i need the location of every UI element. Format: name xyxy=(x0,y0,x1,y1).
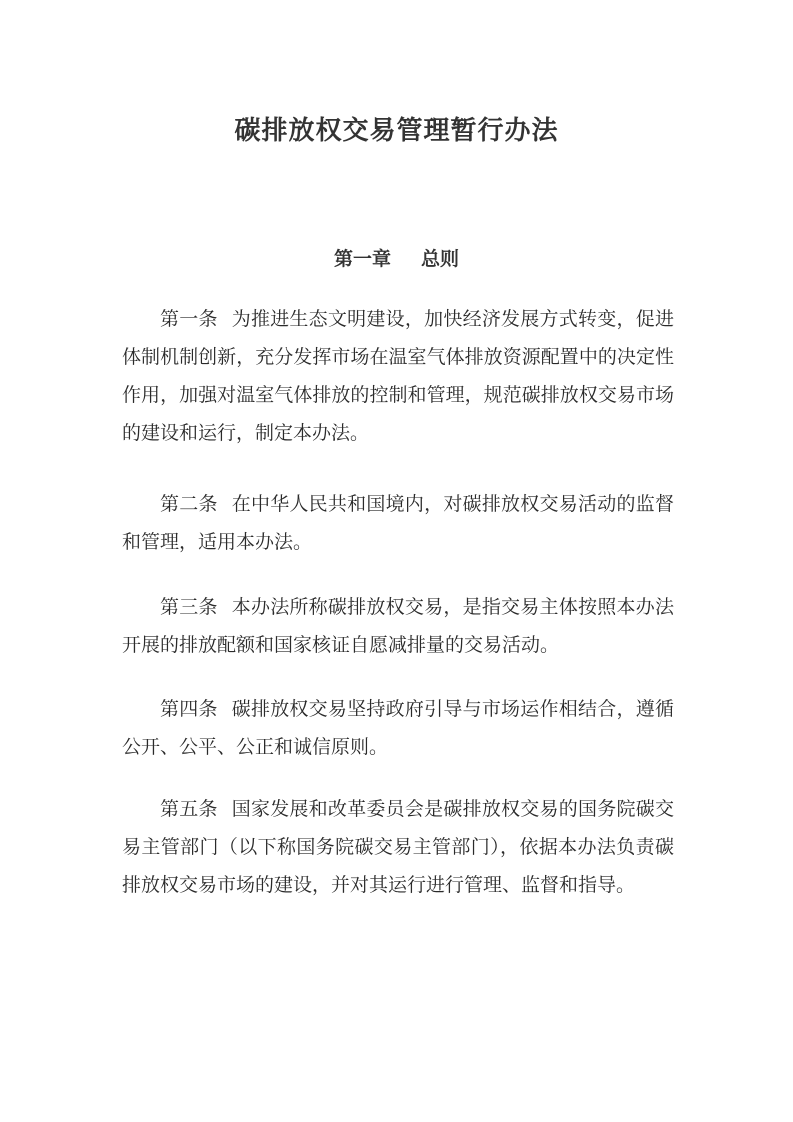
document-title: 碳排放权交易管理暂行办法 xyxy=(234,116,559,146)
article-5 xyxy=(122,790,674,904)
article-text: 碳排放权交易坚持政府引导与市场运作相结合，遵循公开、公平、公正和诚信原则。 xyxy=(122,698,674,758)
article-number: 第二条 xyxy=(160,493,218,515)
chapter-number: 第一章 xyxy=(333,248,391,270)
article-4 xyxy=(122,690,674,766)
article-1 xyxy=(122,300,674,452)
article-3 xyxy=(122,588,674,664)
article-text: 本办法所称碳排放权交易，是指交易主体按照本办法开展的排放配额和国家核证自愿减排量的交易活动。 xyxy=(122,596,674,656)
article-number: 第四条 xyxy=(160,698,218,720)
article-text: 国家发展和改革委员会是碳排放权交易的国务院碳交易主管部门（以下称国务院碳交易主管部门），依据本办法负责碳排放权交易市场的建设，并对其运行进行管理、监督和指导。 xyxy=(122,798,674,896)
article-number: 第一条 xyxy=(160,308,218,330)
article-text: 在中华人民共和国境内，对碳排放权交易活动的监督和管理，适用本办法。 xyxy=(122,493,674,553)
article-number: 第五条 xyxy=(160,798,218,820)
chapter-name: 总则 xyxy=(421,248,460,270)
article-number: 第三条 xyxy=(160,596,218,618)
article-2 xyxy=(122,485,674,561)
article-text: 为推进生态文明建设，加快经济发展方式转变，促进体制机制创新，充分发挥市场在温室气体排放资源配置中的决定性作用，加强对温室气体排放的控制和管理，规范碳排放权交易市场的建设和运行，制定本办法。 xyxy=(122,308,674,444)
chapter-heading xyxy=(0,244,793,271)
